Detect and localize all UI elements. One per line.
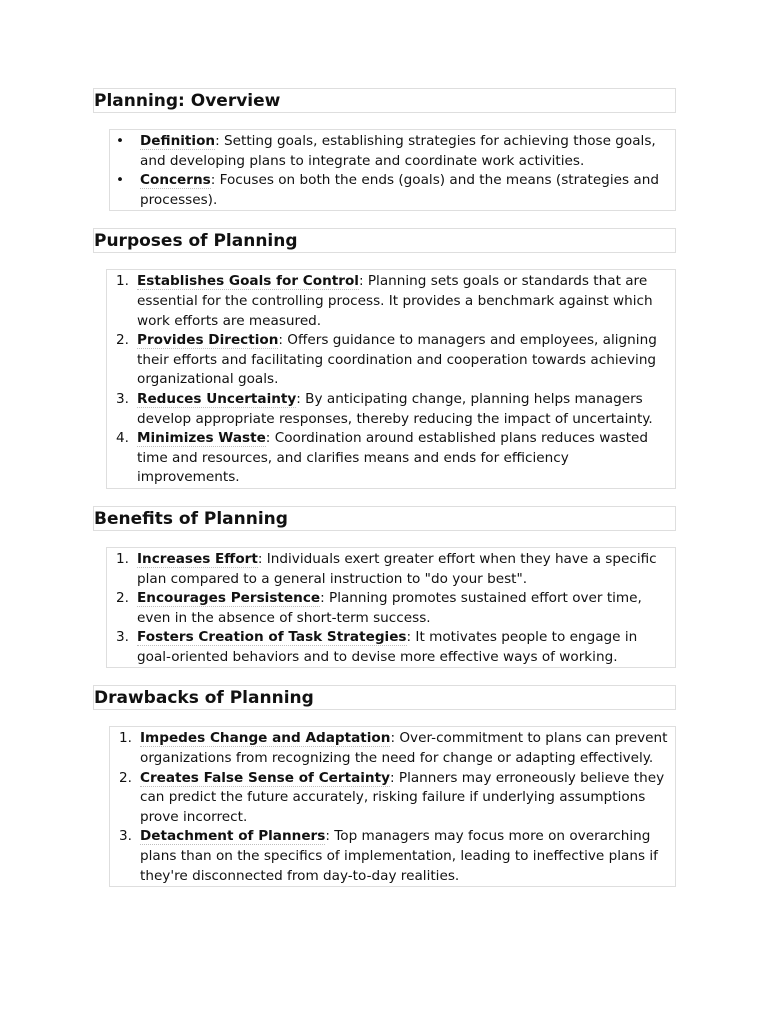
list-item xyxy=(107,550,671,589)
overview-heading: Planning: Overview xyxy=(93,88,676,113)
item-term: Provides Direction xyxy=(137,332,279,349)
item-number: 3. xyxy=(116,629,129,646)
item-text: : Planning promotes sustained effort over time, even in the absence of short-term success. xyxy=(137,590,642,626)
bullet-icon: • xyxy=(116,133,125,149)
item-text: : Planning sets goals or standards that are essential for the controlling process. It provides a benchmark against which work efforts are measured. xyxy=(137,273,653,329)
item-term: Impedes Change and Adaptation xyxy=(140,730,391,747)
overview-list xyxy=(109,129,676,211)
list-item xyxy=(107,628,671,667)
drawbacks-heading: Drawbacks of Planning xyxy=(93,685,676,710)
item-text: : By anticipating change, planning helps managers develop appropriate responses, thereby reducing the impact of uncertainty. xyxy=(137,390,653,427)
item-term: Concerns xyxy=(140,172,211,189)
benefits-list xyxy=(106,547,676,669)
purposes-heading: Purposes of Planning xyxy=(93,228,676,253)
item-term: Detachment of Planners xyxy=(140,828,326,845)
purposes-list xyxy=(106,269,676,489)
list-item xyxy=(107,390,671,429)
item-number: 2. xyxy=(116,590,129,607)
item-text: : Individuals exert greater effort when they have a specific plan compared to a general instruction to "do your best". xyxy=(137,550,657,587)
item-term: Definition xyxy=(140,133,216,149)
list-item xyxy=(107,272,671,331)
list-item xyxy=(107,589,671,628)
list-item xyxy=(110,171,671,210)
list-item xyxy=(110,827,671,886)
item-term: Increases Effort xyxy=(137,550,258,567)
list-item xyxy=(107,429,671,488)
item-term: Fosters Creation of Task Strategies xyxy=(137,629,407,646)
item-text: : Focuses on both the ends (goals) and the means (strategies and processes). xyxy=(140,172,659,208)
drawbacks-list xyxy=(109,726,676,887)
list-item xyxy=(110,729,671,768)
item-number: 3. xyxy=(119,828,132,845)
item-text: : Top managers may focus more on overarching plans than on the specifics of implementation, leading to ineffective plans if they're disconnected from day-to-day realities. xyxy=(140,828,658,884)
list-item xyxy=(110,132,671,171)
item-term: Encourages Persistence xyxy=(137,590,321,607)
item-number: 2. xyxy=(116,332,129,349)
item-text: : Coordination around established plans reduces wasted time and resources, and clarifies means and ends for efficiency improvements. xyxy=(137,430,649,486)
item-term: Establishes Goals for Control xyxy=(137,273,359,290)
item-number: 4. xyxy=(116,430,129,447)
document-page xyxy=(93,88,676,887)
bullet-icon: • xyxy=(116,172,125,189)
item-text: : Offers guidance to managers and employees, aligning their efforts and facilitating coordination and cooperation towards achieving organizational goals. xyxy=(137,332,657,388)
item-text: : Over-commitment to plans can prevent organizations from recognizing the need for change or adapting effectively. xyxy=(140,730,668,767)
item-number: 2. xyxy=(119,769,132,786)
item-number: 3. xyxy=(116,390,129,407)
item-text: : It motivates people to engage in goal-oriented behaviors and to devise more effective ways of working. xyxy=(137,629,638,665)
item-text: : Setting goals, establishing strategies for achieving those goals, and developing plans to integrate and coordinate work activities. xyxy=(140,133,656,169)
item-text: : Planners may erroneously believe they can predict the future accurately, risking failure if underlying assumptions prove incorrect. xyxy=(140,769,665,825)
item-term: Minimizes Waste xyxy=(137,430,266,447)
benefits-heading: Benefits of Planning xyxy=(93,506,676,531)
item-term: Reduces Uncertainty xyxy=(137,390,297,407)
item-number: 1. xyxy=(116,550,129,567)
item-term: Creates False Sense of Certainty xyxy=(140,769,390,786)
item-number: 1. xyxy=(119,730,132,747)
list-item xyxy=(110,769,671,828)
item-number: 1. xyxy=(116,273,129,290)
list-item xyxy=(107,331,671,390)
